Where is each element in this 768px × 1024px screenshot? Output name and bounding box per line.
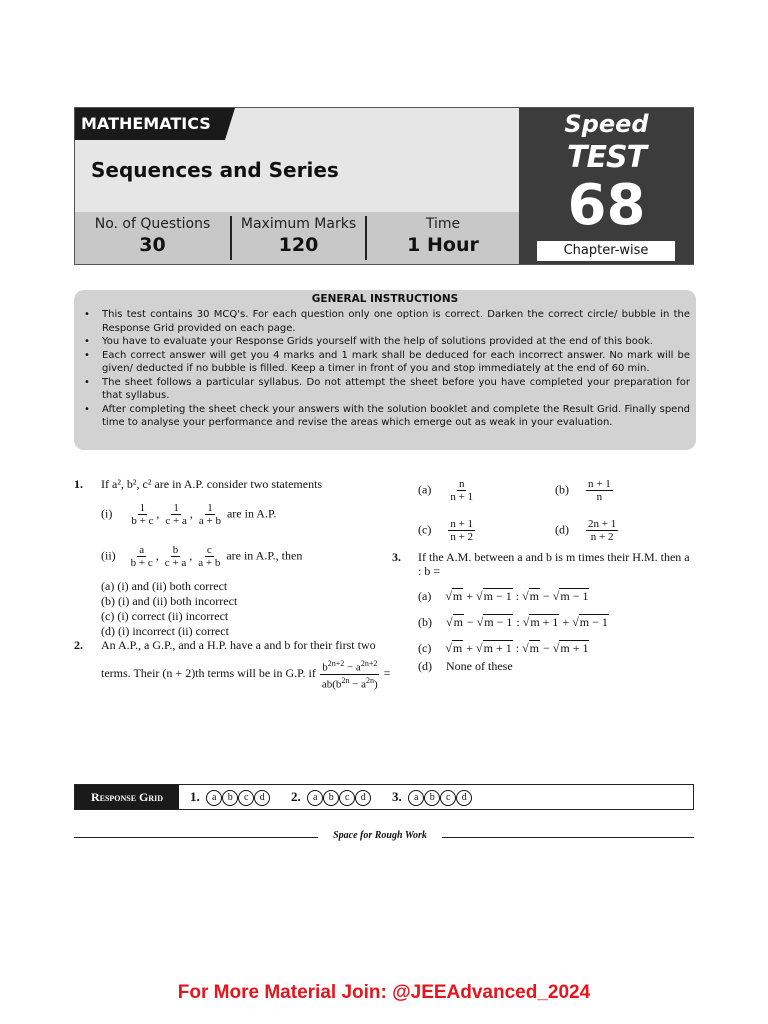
bubble-a[interactable]: a bbox=[408, 790, 424, 806]
question-stem-cont bbox=[101, 658, 390, 690]
option-label: (c) bbox=[418, 522, 432, 537]
subject-tag: MATHEMATICS bbox=[75, 108, 225, 140]
instruction-item: • Each correct answer will get you 4 marks and 1 mark shall be deduced for each incorrect answer. No mark will be given/ deducted if no bubble is filled. Keep a timer in front of you and stop immediately at the end of 60 min. bbox=[84, 349, 690, 376]
stat-questions-value: 30 bbox=[139, 234, 166, 256]
stat-questions bbox=[75, 212, 230, 264]
response-row-1 bbox=[190, 788, 270, 806]
option-label: (d) bbox=[418, 659, 432, 673]
fraction: $\frac{1}{b + c}$ bbox=[131, 502, 154, 527]
footer-promo: For More Material Join: @JEEAdvanced_2024 bbox=[177, 982, 591, 1003]
statement-tail: are in A.P. bbox=[226, 506, 277, 521]
chapterwise-label: Chapter-wise bbox=[537, 241, 675, 261]
stats-bar bbox=[75, 212, 519, 264]
response-number: 2. bbox=[291, 789, 301, 804]
bubble-c[interactable]: c bbox=[440, 790, 456, 806]
option-a bbox=[418, 478, 476, 503]
rough-work-label: Space for Rough Work bbox=[333, 830, 427, 841]
instruction-item: • After completing the sheet check your answers with the solution booklet and complete the Result Grid. Finally spend time to analyse your performance and revise the areas which emerge out as weak in your evaluation. bbox=[84, 403, 690, 430]
statement-i: (i) $\frac{1}{b + c}$ , $\frac{1}{c + a}$ , $\frac{1}{a + b}$ are in A.P. bbox=[101, 502, 277, 527]
option-label: (b) bbox=[555, 482, 569, 497]
fraction: $\frac{c}{a + b}$ bbox=[198, 544, 221, 569]
option-a: (a) √m + √m − 1 : √m − √m − 1 bbox=[418, 589, 589, 603]
question-number: 3. bbox=[392, 550, 401, 564]
subject-tag-slant bbox=[225, 108, 235, 140]
speed-word: Speed bbox=[564, 110, 649, 138]
question-stem: If the A.M. between a and b is m times their H.M. then a : b = bbox=[418, 550, 690, 578]
fraction: $\frac{n}{n + 1}$ bbox=[450, 478, 474, 503]
fraction: $\frac{n + 1}{n + 2}$ bbox=[450, 518, 474, 543]
bubble-b[interactable]: b bbox=[424, 790, 440, 806]
option-d bbox=[555, 518, 619, 543]
fraction: $\frac{n + 1}{n}$ bbox=[588, 478, 611, 503]
test-number: 68 bbox=[567, 173, 646, 238]
bubble-d[interactable]: d bbox=[254, 790, 270, 806]
option-label: (d) bbox=[555, 522, 569, 537]
general-instructions bbox=[74, 290, 696, 450]
bubble-c[interactable]: c bbox=[238, 790, 254, 806]
instructions-list bbox=[84, 308, 690, 430]
option-label: (b) bbox=[418, 615, 432, 629]
response-grid bbox=[74, 784, 694, 810]
bubble-c[interactable]: c bbox=[339, 790, 355, 806]
option-label: (a) bbox=[418, 589, 432, 603]
fraction: $\frac{1}{a + b}$ bbox=[198, 502, 221, 527]
fraction: $\frac{b^{2n+2} - a^{2n+2}}{ab(b^{2n} - a^{2n})}$ bbox=[321, 659, 378, 691]
stat-questions-label: No. of Questions bbox=[94, 216, 211, 232]
question-number: 1. bbox=[74, 477, 83, 491]
stat-time bbox=[367, 212, 519, 264]
option-text: None of these bbox=[446, 659, 513, 673]
option-a: (a) (i) and (ii) both correct bbox=[101, 579, 228, 593]
speed-test-badge bbox=[519, 108, 694, 264]
bubble-b[interactable]: b bbox=[323, 790, 339, 806]
question-text: terms. Their (n + 2)th terms will be in G.P. if bbox=[101, 665, 316, 680]
bubble-a[interactable]: a bbox=[206, 790, 222, 806]
instruction-item: • You have to evaluate your Response Grids yourself with the help of solutions provided at the end of this book. bbox=[84, 335, 690, 349]
response-row-2 bbox=[291, 788, 371, 806]
response-number: 1. bbox=[190, 789, 200, 804]
instructions-title: GENERAL INSTRUCTIONS bbox=[311, 293, 459, 305]
bubble-b[interactable]: b bbox=[222, 790, 238, 806]
stat-marks bbox=[232, 212, 365, 264]
option-b bbox=[555, 478, 614, 503]
bubble-d[interactable]: d bbox=[355, 790, 371, 806]
statement-tail: are in A.P., then bbox=[226, 548, 303, 563]
question-stem: If a², b², c² are in A.P. consider two statements bbox=[101, 477, 323, 491]
stat-time-label: Time bbox=[425, 216, 461, 232]
response-number: 3. bbox=[392, 789, 402, 804]
instruction-item: • This test contains 30 MCQ's. For each question only one option is correct. Darken the correct circle/ bubble in the Response Grid provided on each page. bbox=[84, 308, 690, 335]
instruction-item: • The sheet follows a particular syllabus. Do not attempt the sheet before you have completed your preparation for that syllabus. bbox=[84, 376, 690, 403]
option-c bbox=[418, 518, 476, 543]
test-word: TEST bbox=[566, 140, 647, 175]
option-d: (d) (i) incorrect (ii) correct bbox=[101, 624, 229, 638]
statement-ii: (ii) $\frac{a}{b + c}$ , $\frac{b}{c + a}$ , $\frac{c}{a + b}$ are in A.P., then bbox=[101, 544, 303, 569]
option-d bbox=[418, 659, 513, 673]
test-header bbox=[74, 107, 694, 265]
fraction: $\frac{2n + 1}{n + 2}$ bbox=[588, 518, 617, 543]
option-label: (c) bbox=[418, 641, 432, 655]
rough-work-divider bbox=[74, 837, 318, 838]
bubble-d[interactable]: d bbox=[456, 790, 472, 806]
fraction: $\frac{a}{b + c}$ bbox=[130, 544, 153, 569]
stat-marks-value: 120 bbox=[278, 234, 319, 256]
fraction: $\frac{b}{c + a}$ bbox=[164, 544, 187, 569]
question-number: 2. bbox=[74, 638, 83, 652]
option-label: (a) bbox=[418, 482, 432, 497]
option-b: (b) (i) and (ii) both incorrect bbox=[101, 594, 238, 608]
bubble-a[interactable]: a bbox=[307, 790, 323, 806]
rough-work-divider bbox=[442, 837, 694, 838]
response-grid-label: Response Grid bbox=[75, 785, 179, 809]
statement-label: (ii) bbox=[101, 548, 116, 563]
statement-label: (i) bbox=[101, 506, 113, 521]
response-row-3 bbox=[392, 788, 472, 806]
stat-time-value: 1 Hour bbox=[407, 234, 479, 256]
equals-sign: = bbox=[383, 665, 391, 680]
title-area bbox=[75, 108, 519, 212]
chapter-title: Sequences and Series bbox=[91, 158, 339, 182]
question-stem: An A.P., a G.P., and a H.P. have a and b for their first two bbox=[101, 638, 376, 652]
fraction: $\frac{1}{c + a}$ bbox=[165, 502, 187, 527]
option-c: (c) √m + √m + 1 : √m − √m + 1 bbox=[418, 641, 589, 655]
option-b: (b) √m − √m − 1 : √m + 1 + √m − 1 bbox=[418, 615, 608, 629]
option-c: (c) (i) correct (ii) incorrect bbox=[101, 609, 229, 623]
stat-marks-label: Maximum Marks bbox=[240, 216, 357, 232]
